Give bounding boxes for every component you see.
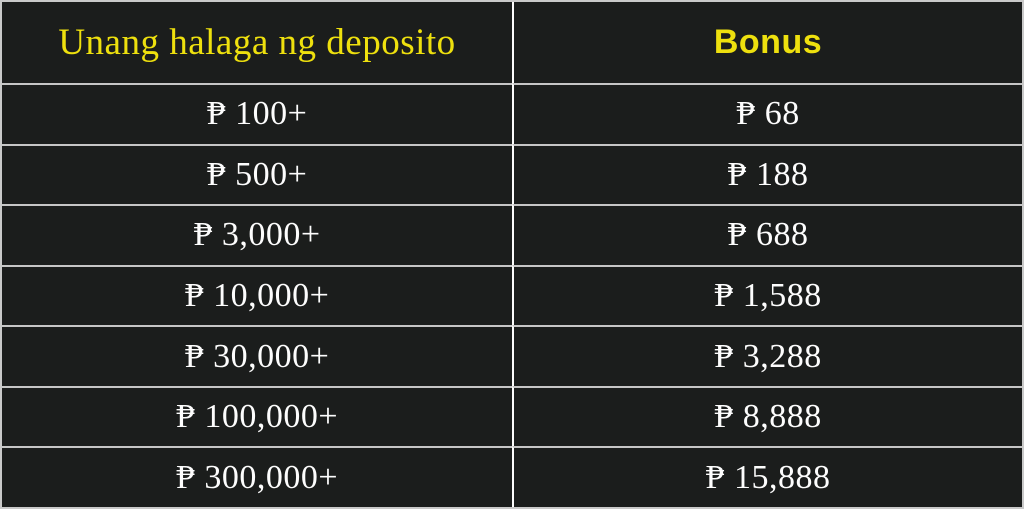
cell-deposit: ₱ 300,000+ xyxy=(2,446,512,507)
cell-bonus: ₱ 188 xyxy=(512,144,1022,205)
cell-deposit: ₱ 3,000+ xyxy=(2,204,512,265)
cell-deposit: ₱ 30,000+ xyxy=(2,325,512,386)
cell-bonus: ₱ 1,588 xyxy=(512,265,1022,326)
cell-bonus: ₱ 688 xyxy=(512,204,1022,265)
cell-deposit: ₱ 100,000+ xyxy=(2,386,512,447)
cell-bonus: ₱ 15,888 xyxy=(512,446,1022,507)
header-cell-deposit: Unang halaga ng deposito xyxy=(58,22,456,63)
cell-bonus: ₱ 68 xyxy=(512,83,1022,144)
header-cell-bonus: Bonus xyxy=(512,2,1022,83)
cell-bonus: ₱ 3,288 xyxy=(512,325,1022,386)
cell-deposit: ₱ 500+ xyxy=(2,144,512,205)
cell-bonus: ₱ 8,888 xyxy=(512,386,1022,447)
cell-deposit: ₱ 100+ xyxy=(2,83,512,144)
cell-deposit: ₱ 10,000+ xyxy=(2,265,512,326)
